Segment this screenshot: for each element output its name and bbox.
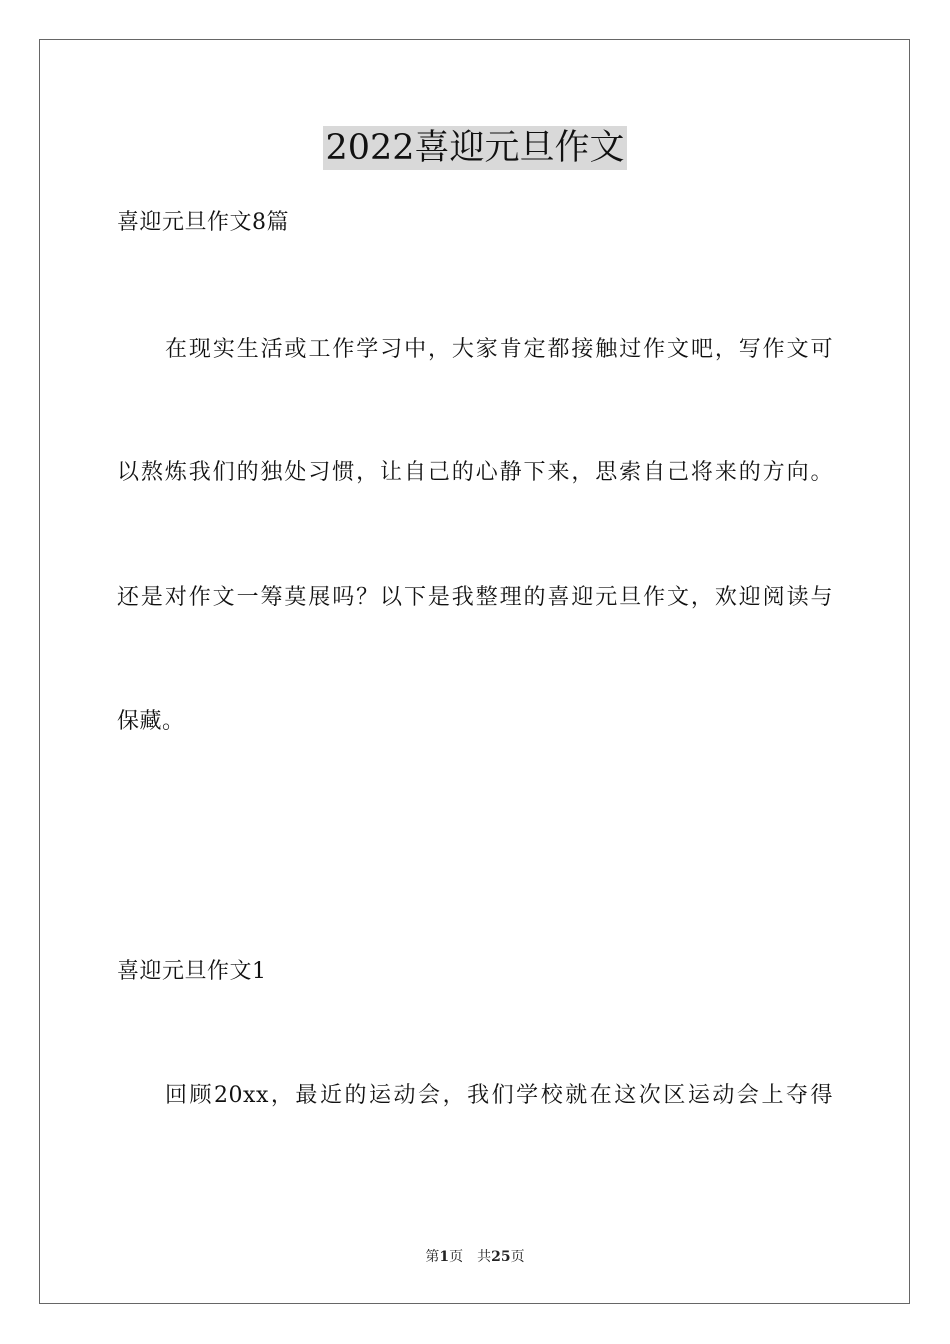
footer-total-prefix: 共 [477, 1249, 492, 1265]
footer-page-total: 25 [491, 1249, 511, 1265]
intro-line-3: 还是对作文一筹莫展吗？以下是我整理的喜迎元旦作文，欢迎阅读与 [117, 585, 833, 610]
intro-line-4: 保藏。 [117, 709, 185, 734]
section-heading: 喜迎元旦作文1 [117, 959, 267, 984]
document-title: 2022喜迎元旦作文 [325, 128, 625, 168]
section-paragraph-line-1: 回顾20xx，最近的运动会，我们学校就在这次区运动会上夺得 [165, 1083, 833, 1108]
intro-line-2: 以熬炼我们的独处习惯，让自己的心静下来，思索自己将来的方向。 [117, 460, 833, 485]
page-footer [0, 1248, 950, 1266]
intro-line-1: 在现实生活或工作学习中，大家肯定都接触过作文吧，写作文可 [165, 337, 833, 362]
footer-total-suffix: 页 [510, 1249, 525, 1265]
footer-page-current: 1 [439, 1249, 450, 1265]
footer-page-prefix: 第 [425, 1249, 440, 1265]
title-container [0, 126, 950, 170]
footer-page-suffix: 页 [449, 1249, 464, 1265]
document-subtitle: 喜迎元旦作文8篇 [117, 210, 289, 235]
